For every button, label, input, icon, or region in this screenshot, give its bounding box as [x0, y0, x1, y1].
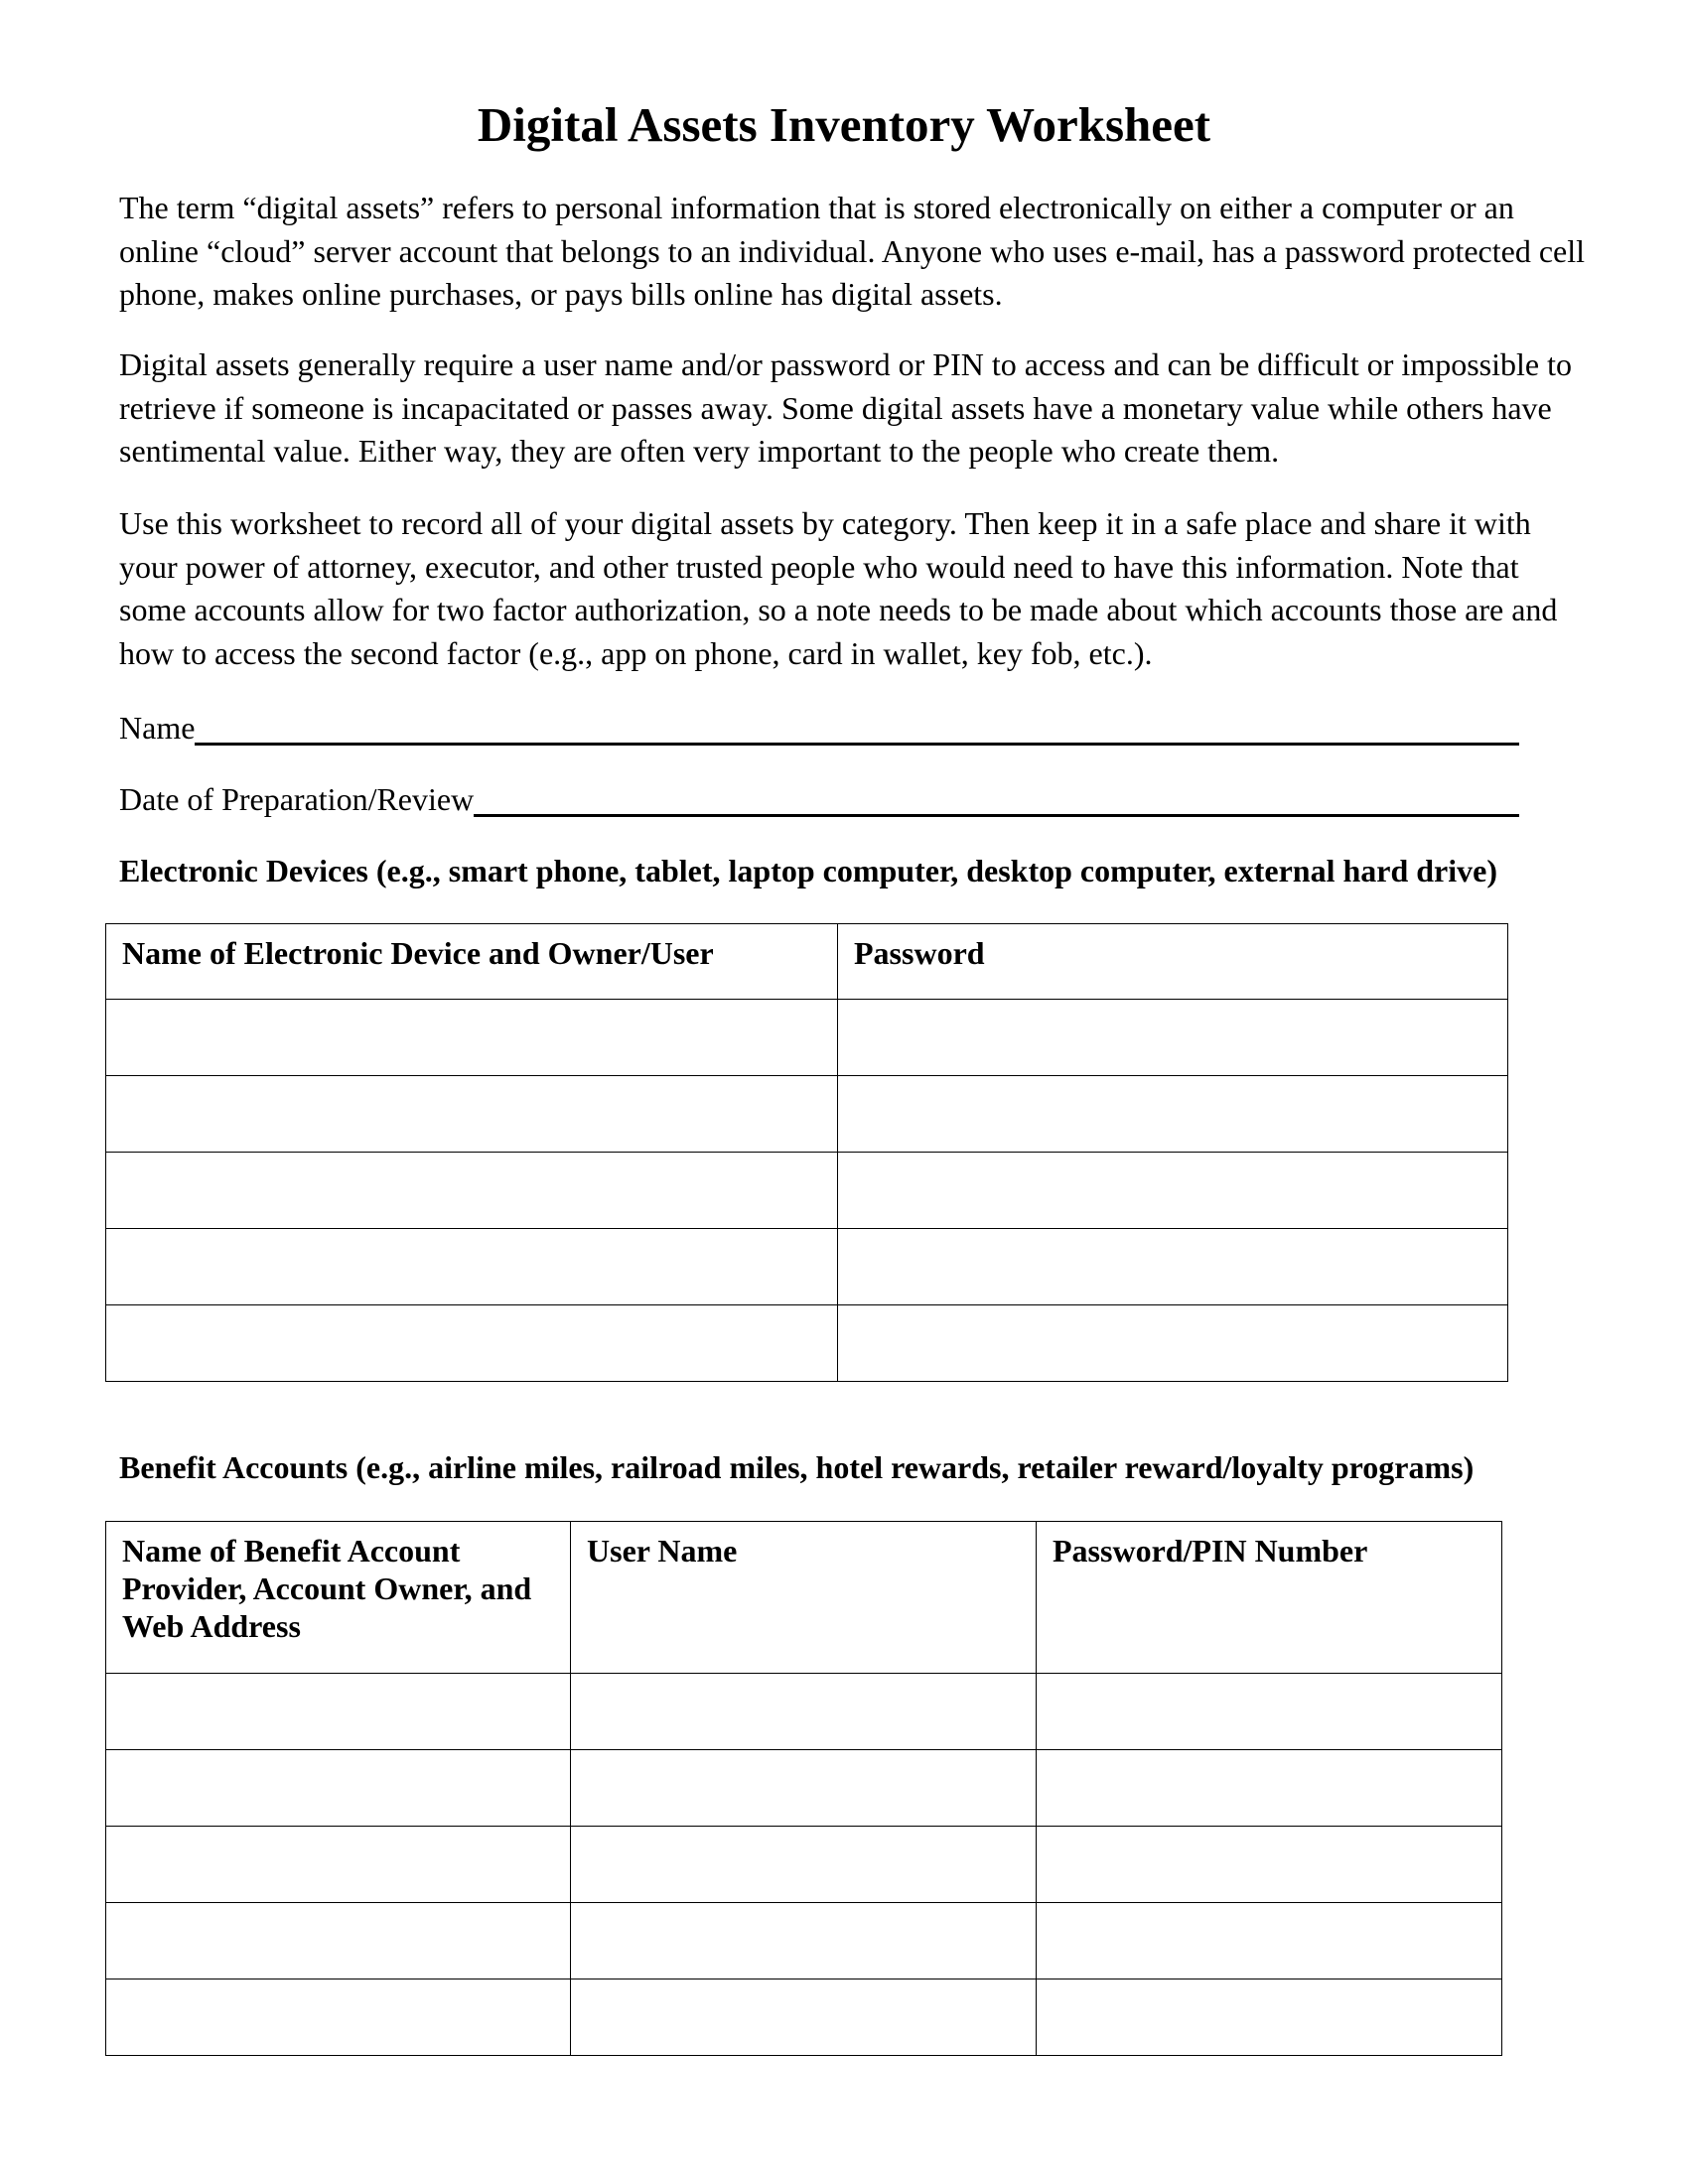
table-row — [106, 1076, 1508, 1153]
password-pin-cell[interactable] — [1037, 1750, 1502, 1827]
benefit-accounts-heading: Benefit Accounts (e.g., airline miles, railroad miles, hotel rewards, retailer reward/loyalty programs) — [119, 1449, 1475, 1485]
intro-paragraph-2: Digital assets generally require a user name and/or password or PIN to access and can be difficult or impossible to retrieve if someone is incapacitated or passes away. Some digital assets have a monetary value while others have sentimental value. Either way, they are often very important to the people who create them. — [119, 346, 1572, 469]
table-row — [106, 1979, 1502, 2056]
password-cell[interactable] — [838, 1153, 1508, 1229]
table-row — [106, 1827, 1502, 1903]
column-header-password-pin: Password/PIN Number — [1037, 1522, 1502, 1674]
date-label: Date of Preparation/Review — [119, 781, 475, 817]
provider-cell[interactable] — [106, 1750, 571, 1827]
device-cell[interactable] — [106, 1153, 838, 1229]
password-cell[interactable] — [838, 1229, 1508, 1305]
provider-cell[interactable] — [106, 1979, 571, 2056]
table-row — [106, 1903, 1502, 1979]
date-field[interactable] — [119, 778, 1519, 821]
password-pin-cell[interactable] — [1037, 1903, 1502, 1979]
table-row — [106, 1305, 1508, 1382]
password-pin-cell[interactable] — [1037, 1979, 1502, 2056]
device-cell[interactable] — [106, 1000, 838, 1076]
intro-paragraph-3: Use this worksheet to record all of your digital assets by category. Then keep it in a safe place and share it with your power of attorney, executor, and other trusted people who would need to have this information. Note that some accounts allow for two factor authorization, so a note needs to be made about which accounts those are and how to access the second factor (e.g., app on phone, card in wallet, key fob, etc.). — [119, 505, 1558, 671]
user-name-cell[interactable] — [571, 1979, 1037, 2056]
password-pin-cell[interactable] — [1037, 1827, 1502, 1903]
provider-cell[interactable] — [106, 1674, 571, 1750]
column-header-password: Password — [838, 924, 1508, 1000]
password-cell[interactable] — [838, 1000, 1508, 1076]
device-cell[interactable] — [106, 1076, 838, 1153]
column-header-device: Name of Electronic Device and Owner/User — [106, 924, 838, 1000]
device-cell[interactable] — [106, 1305, 838, 1382]
column-header-provider: Name of Benefit Account Provider, Account Owner, and Web Address — [106, 1522, 571, 1674]
electronic-devices-table — [105, 923, 1508, 1382]
date-input-line[interactable] — [474, 782, 1519, 817]
password-pin-cell[interactable] — [1037, 1674, 1502, 1750]
name-input-line[interactable] — [195, 711, 1519, 746]
name-label: Name — [119, 710, 196, 746]
benefit-accounts-table — [105, 1521, 1502, 2056]
table-row — [106, 1153, 1508, 1229]
user-name-cell[interactable] — [571, 1827, 1037, 1903]
table-header-row — [106, 924, 1508, 1000]
page-title: Digital Assets Inventory Worksheet — [477, 97, 1211, 152]
table-row — [106, 1000, 1508, 1076]
intro-paragraph-1: The term “digital assets” refers to personal information that is stored electronically on either a computer or an online “cloud” server account that belongs to an individual. Anyone who uses e-mail, has a password protected cell phone, makes online purchases, or pays bills online has digital assets. — [119, 190, 1586, 312]
table-header-row — [106, 1522, 1502, 1674]
provider-cell[interactable] — [106, 1903, 571, 1979]
table-row — [106, 1674, 1502, 1750]
device-cell[interactable] — [106, 1229, 838, 1305]
table-row — [106, 1229, 1508, 1305]
column-header-user-name: User Name — [571, 1522, 1037, 1674]
provider-cell[interactable] — [106, 1827, 571, 1903]
user-name-cell[interactable] — [571, 1903, 1037, 1979]
password-cell[interactable] — [838, 1076, 1508, 1153]
name-field[interactable] — [119, 707, 1519, 750]
user-name-cell[interactable] — [571, 1750, 1037, 1827]
password-cell[interactable] — [838, 1305, 1508, 1382]
table-row — [106, 1750, 1502, 1827]
user-name-cell[interactable] — [571, 1674, 1037, 1750]
electronic-devices-heading: Electronic Devices (e.g., smart phone, tablet, laptop computer, desktop computer, external hard drive) — [119, 853, 1497, 888]
